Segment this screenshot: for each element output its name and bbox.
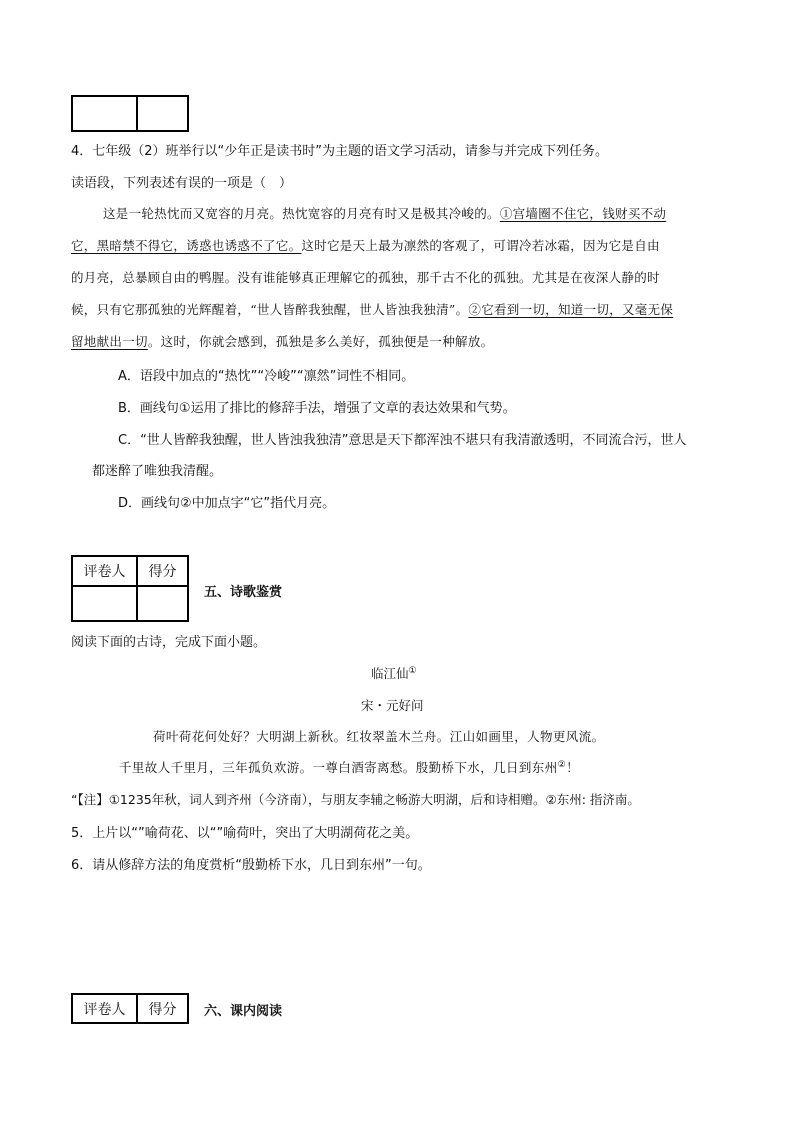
underlined-sentence-2: 留地献出一切 <box>71 334 148 349</box>
score-label: 得分 <box>137 556 188 586</box>
section6-title: 六、课内阅读 <box>204 1004 283 1019</box>
score-table-top <box>71 95 189 132</box>
poem-line-2-text: 千里故人千里月，三年孤负欢游。一尊白酒寄离愁。殷勤桥下水，几日到东州 <box>119 760 558 775</box>
underlined-sentence-1: 它，黑暗禁不得它，诱惑也诱惑不了它。 <box>71 238 302 253</box>
poem-title-text: 临江仙 <box>371 666 409 681</box>
question-5: 5．上片以“”喻荷花、以“”喻荷叶，突出了大明湖荷花之美。 <box>71 826 419 841</box>
option-a: A．语段中加点的“热忱”“冷峻”“凛然”词性不相同。 <box>118 369 415 384</box>
poem-line-2-end: ！ <box>566 760 579 775</box>
grader-label: 评卷人 <box>72 556 137 586</box>
passage-text: 候，只有它那孤独的光辉醒着，“世人皆醉我独醒，世人皆浊我独清”。 <box>71 302 469 317</box>
section5-title: 五、诗歌鉴赏 <box>204 585 283 600</box>
poem-line-1: 荷叶荷花何处好？大明湖上新秋。红妆翠盖木兰舟。江山如画里，人物更风流。 <box>153 729 605 744</box>
score-cell-empty <box>72 96 137 131</box>
passage-text: 这是一轮热忱而又宽容的月亮。热忱宽容的月亮有时又是极其冷峻的。 <box>103 206 500 221</box>
grader-table-section6 <box>71 993 189 1024</box>
passage-line <box>103 204 666 222</box>
underlined-sentence-2: ②它看到一切，知道一切，又毫无保 <box>468 302 674 317</box>
underlined-sentence-1: ①宫墙圈不住它，钱财买不动 <box>499 206 667 221</box>
passage-line <box>71 332 493 350</box>
poem-title <box>371 664 417 682</box>
passage-text: 。这时，你就会感到，孤独是多么美好，孤独便是一种解放。 <box>147 334 494 349</box>
score-cell-empty <box>137 586 188 621</box>
q4-prompt: 读语段，下列表述有误的一项是（ ） <box>71 176 293 191</box>
passage-line <box>71 236 660 254</box>
poem-note: “【注】①1235年秋，词人到齐州（今济南），与朋友李辅之畅游大明湖，后和诗相赠。②东州: 指济南。 <box>71 792 640 807</box>
grader-label: 评卷人 <box>72 994 137 1023</box>
passage-line: 的月亮，总暴顾自由的鸭腥。没有谁能够真正理解它的孤独，那千古不化的孤独。尤其是在夜深人静的时 <box>71 270 660 285</box>
grader-table-section5 <box>71 555 189 622</box>
grader-cell-empty <box>72 586 137 621</box>
option-d: D．画线句②中加点字“它”指代月亮。 <box>118 496 336 511</box>
footnote-mark: ② <box>557 759 567 770</box>
score-cell-empty <box>137 96 188 131</box>
section5-instruction: 阅读下面的古诗，完成下面小题。 <box>71 635 267 650</box>
poem-author: 宋・元好问 <box>361 698 424 713</box>
passage-line <box>71 300 673 318</box>
option-c: C．“世人皆醉我独醒，世人皆浊我独清”意思是天下都浑浊不堪只有我清澈透明，不同流合污，世人 <box>118 433 687 448</box>
footnote-mark: ① <box>408 665 417 676</box>
q4-intro: 4．七年级（2）班举行以“少年正是读书时”为主题的语文学习活动，请参与并完成下列任务。 <box>71 144 609 159</box>
question-6: 6．请从修辞方法的角度赏析“殷勤桥下水，几日到东州”一句。 <box>71 858 431 873</box>
poem-line-2 <box>119 758 579 776</box>
option-b: B．画线句①运用了排比的修辞手法，增强了文章的表达效果和气势。 <box>118 401 516 416</box>
passage-text: 这时它是天上最为凛然的客观了，可谓冷若冰霜，因为它是自由 <box>301 238 660 253</box>
option-c-continued: 都迷醉了唯独我清醒。 <box>92 464 223 479</box>
score-label: 得分 <box>137 994 188 1023</box>
